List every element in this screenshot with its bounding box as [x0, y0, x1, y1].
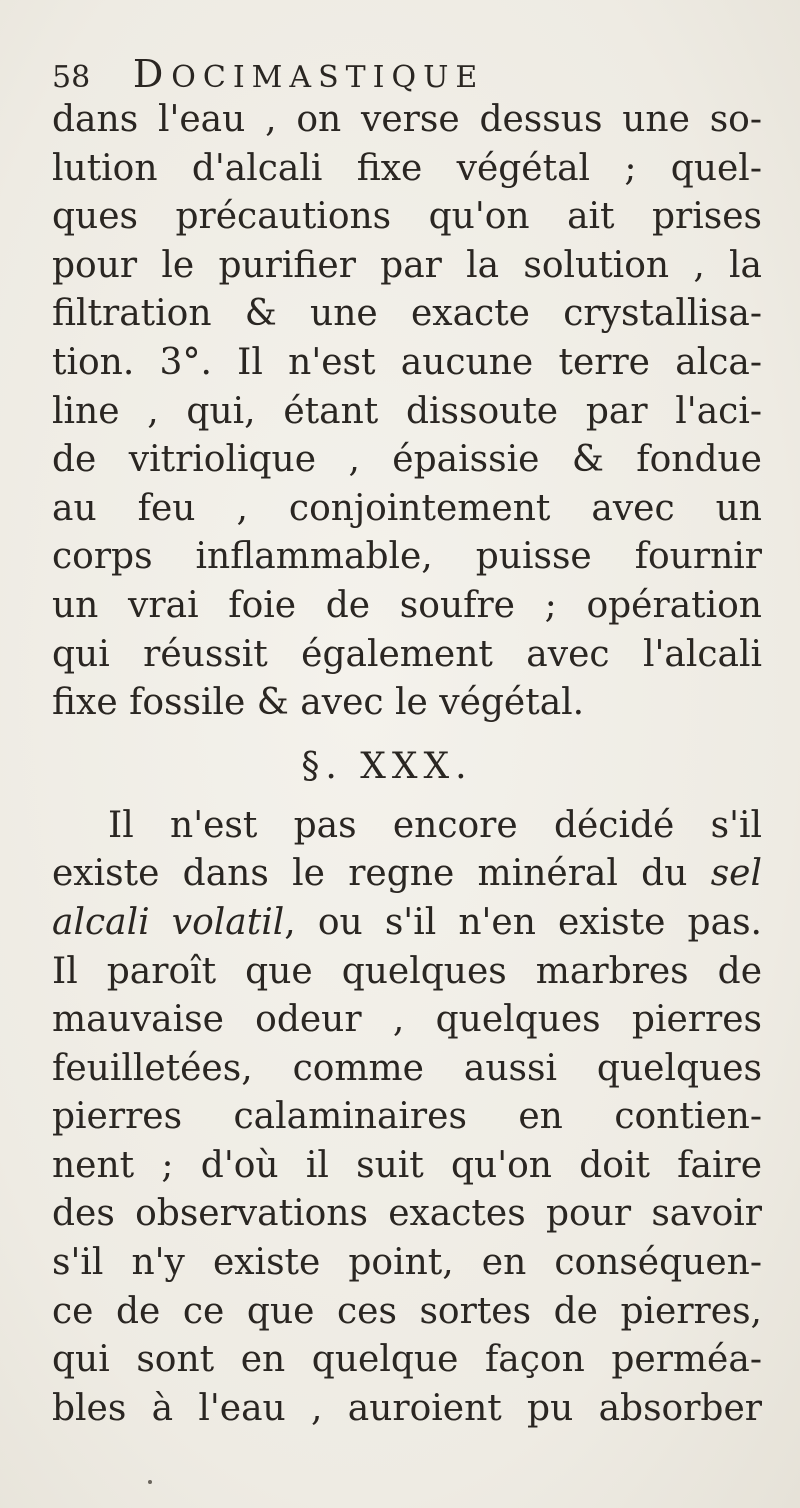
text-line — [52, 899, 762, 948]
text-line: mauvaise odeur , quelques pierres — [52, 999, 762, 1041]
text-span: , ou s'il n'en existe pas. — [284, 901, 762, 943]
text-line: nent ; d'où il suit qu'on doit faire — [52, 1144, 762, 1186]
text-line: pierres calaminaires en contien- — [52, 1096, 762, 1138]
text-line: qui réussit également avec l'alcali — [52, 633, 762, 675]
text-line: tion. 3°. Il n'est aucune terre alca- — [52, 341, 762, 383]
text-line: fixe fossile & avec le végétal. — [52, 682, 585, 724]
italic-term: sel — [710, 853, 762, 895]
body-text — [52, 96, 762, 1433]
text-span: existe dans le regne minéral du — [52, 853, 688, 895]
text-line: filtration & une exacte crystallisa- — [52, 293, 762, 335]
text-line: dans l'eau , on verse dessus une so- — [52, 99, 762, 140]
text-line: lution d'alcali fixe végétal ; quel- — [52, 147, 762, 189]
text-line: pour le purifier par la solution , la — [52, 244, 762, 286]
text-line: Il paroît que quelques marbres de — [52, 950, 762, 992]
text-line: corps inflammable, puisse fournir — [52, 536, 762, 578]
page-header — [52, 52, 752, 96]
text-line: de vitriolique , épaissie & fondue — [52, 439, 762, 481]
section-heading: §. XXX. — [301, 745, 473, 787]
text-line: un vrai foie de soufre ; opération — [52, 584, 762, 626]
text-line: des observations exactes pour savoir — [52, 1193, 762, 1235]
running-head — [133, 52, 484, 100]
text-line: line , qui, étant dissoute par l'aci- — [52, 390, 762, 432]
text-line: s'il n'y existe point, en conséquen- — [52, 1242, 762, 1284]
paragraph-1 — [52, 96, 762, 728]
text-line: Il n'est pas encore décidé s'il — [108, 804, 762, 846]
italic-term: alcali volatil — [52, 901, 285, 943]
page-number: 58 — [52, 60, 91, 95]
text-line: feuilletées, comme aussi quelques — [52, 1047, 762, 1089]
text-line: au feu , conjointement avec un — [52, 487, 762, 529]
running-head-initial: D — [132, 52, 172, 96]
paragraph-2 — [52, 802, 762, 1434]
text-line: bles à l'eau , auroient pu absorber — [52, 1387, 762, 1429]
ink-speck — [148, 1480, 152, 1484]
running-head-rest: OCIMASTIQUE — [171, 60, 485, 95]
text-line: qui sont en quelque façon perméa- — [52, 1339, 762, 1381]
text-line: ques précautions qu'on ait prises — [52, 196, 762, 238]
text-line — [52, 850, 762, 899]
text-line: ce de ce que ces sortes de pierres, — [52, 1290, 762, 1332]
